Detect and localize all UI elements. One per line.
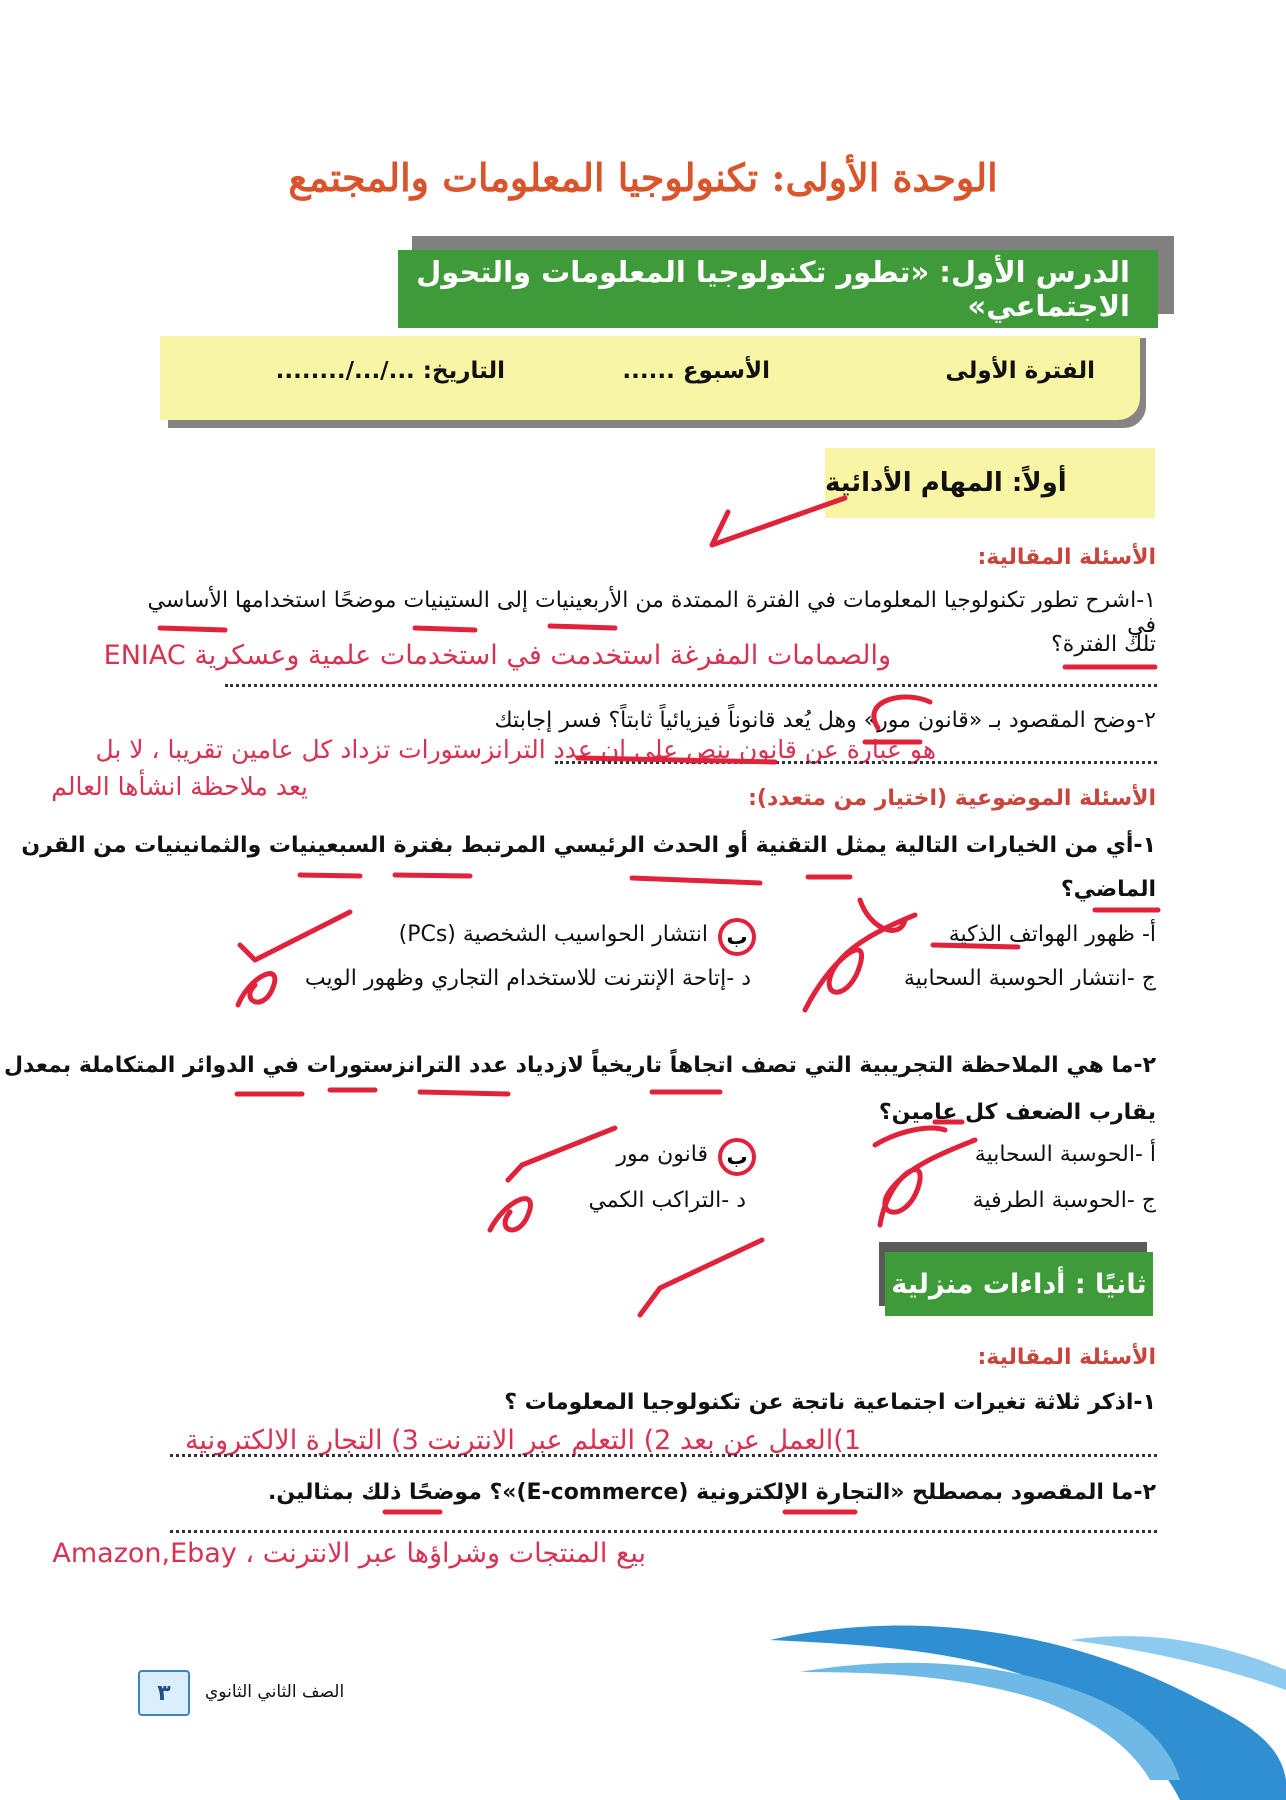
check-mark-icon [508,1128,615,1180]
mcq1-option-b-letter: ب [726,925,748,949]
check-mark-icon [640,1240,762,1315]
essay-q2: ٢-وضح المقصود بـ «قانون مور» وهل يُعد قانوناً فيزيائياً ثابتاً؟ فسر إجابتك [494,708,1156,733]
wrong-mark-icon [860,900,905,930]
mcq1-option-d: د -إتاحة الإنترنت للاستخدام التجاري وظهور الويب [304,966,751,991]
underline-mark [632,878,760,883]
wrong-mark-icon [880,1140,975,1225]
check-mark-icon [240,912,350,960]
mcq1-option-c: ج -انتشار الحوسبة السحابية [903,966,1156,991]
underline-mark [395,875,470,876]
underline-mark [550,626,615,628]
objective-heading: الأسئلة الموضوعية (اختيار من متعدد): [748,786,1156,811]
section1-title: أولاً: المهام الأدائية [825,468,1067,498]
wrong-mark-icon [490,1199,530,1230]
underline-mark [300,875,360,876]
unit-title: الوحدة الأولى: تكنولوجيا المعلومات والمجتمع [288,155,998,200]
wrong-mark-icon [875,1128,945,1145]
underline-mark [933,945,1018,947]
mcq2-option-d: د -التراكب الكمي [588,1188,746,1213]
week-label: الأسبوع ...... [622,358,770,384]
home-q2-answer: بيع المنتجات وشراؤها عبر الانترنت ، Amazon,Ebay [52,1538,646,1569]
wave-decoration [770,1626,1286,1800]
home-q1: ١-اذكر ثلاثة تغيرات اجتماعية ناتجة عن تكنولوجيا المعلومات ؟ [504,1390,1156,1415]
underline-mark [160,628,225,630]
mcq2-option-c: ج -الحوسبة الطرفية [972,1188,1156,1213]
underline-mark [578,758,775,762]
date-label: التاريخ: .../.../........ [275,358,505,384]
home-q2: ٢-ما المقصود بمصطلح «التجارة الإلكترونية (E-commerce)»؟ موضحًا ذلك بمثالين. [268,1480,1156,1505]
mcq2-option-b-text: قانون مور [616,1142,708,1167]
wrong-mark-icon [238,974,275,1005]
essay-heading-1: الأسئلة المقالية: [977,545,1156,570]
essay-heading-2: الأسئلة المقالية: [977,1345,1156,1370]
footer-grade: الصف الثاني الثانوي [205,1682,345,1702]
mcq2-option-a: أ -الحوسبة السحابية [974,1142,1156,1167]
essay-q2-answer-line2: يعد ملاحظة انشأها العالم [51,772,308,801]
mcq1-option-a: أ- ظهور الهواتف الذكية [948,922,1156,947]
essay-q1-answer: والصمامات المفرغة استخدمت في استخدمات علمية وعسكرية ENIAC [103,640,891,671]
essay-q1-line2: تلك الفترة؟ [1051,632,1156,657]
mcq2-line1: ٢-ما هي الملاحظة التجريبية التي تصف اتجاهاً تاريخياً لازدياد عدد الترانزستورات في الدوائر المتكاملة بمعدل [3,1053,1156,1078]
mcq1-option-b-text: انتشار الحواسيب الشخصية (PCs) [398,922,708,947]
essay-q2-answer-line1: هو عبارة عن قانون ينص على ان عدد الترانزستورات تزداد كل عامين تقريبا ، لا بل [95,735,936,764]
section2-title: ثانيًا : أداءات منزلية [891,1268,1147,1300]
essay-q1-line1: ١-اشرح تطور تكنولوجيا المعلومات في الفترة الممتدة من الأربعينيات إلى الستينيات موضحًا استخدامها الأساسي في [147,588,1156,638]
mcq1-line2: الماضي؟ [1060,877,1156,902]
mcq2-line2: يقارب الضعف كل عامين؟ [878,1100,1156,1125]
underline-mark [420,1092,508,1094]
strike-mark [874,697,930,728]
home-q1-answer: 1)العمل عن بعد 2) التعلم عبر الانترنت 3) التجارة الالكترونية [184,1425,861,1456]
mcq1-line1: ١-أي من الخيارات التالية يمثل التقنية أو الحدث الرئيسي المرتبط بفترة السبعينيات والثمانينيات من القرن [21,833,1156,858]
mcq2-option-b-letter: ب [726,1145,748,1169]
period-label: الفترة الأولى [945,358,1095,384]
lesson-title: الدرس الأول: «تطور تكنولوجيا المعلومات والتحول الاجتماعي» [416,255,1130,323]
check-mark-icon [712,498,845,545]
underline-mark [415,628,475,630]
page-number: ٣ [157,1680,171,1706]
